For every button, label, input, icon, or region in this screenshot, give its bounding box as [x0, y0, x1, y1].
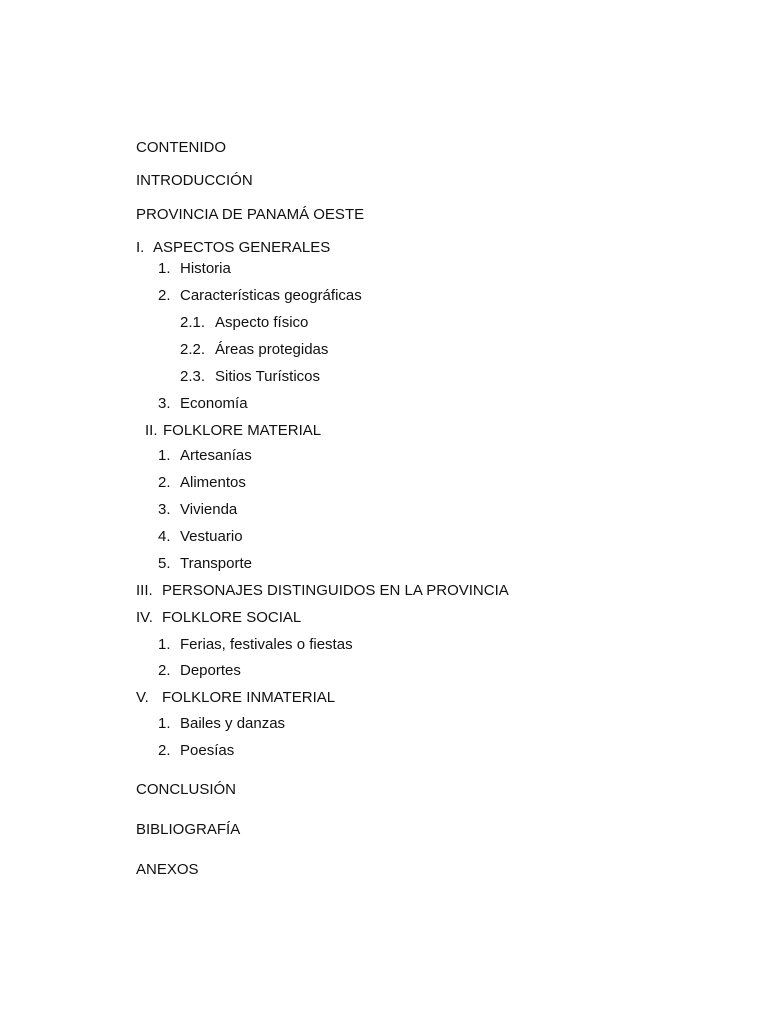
toc-section-2	[145, 422, 321, 440]
toc-item	[158, 474, 246, 492]
item-number: 2.	[158, 742, 171, 759]
item-label: Sitios Turísticos	[215, 368, 321, 385]
toc-section-1	[136, 239, 330, 257]
section-number: V.	[136, 689, 149, 706]
item-number: 3.	[158, 501, 171, 518]
section-title: FOLKLORE SOCIAL	[162, 609, 302, 626]
item-label: Características geográficas	[180, 287, 362, 304]
item-label: Historia	[180, 260, 231, 277]
toc-item	[158, 447, 252, 465]
toc-heading-contenido: CONTENIDO	[136, 139, 226, 156]
toc-item	[158, 715, 285, 733]
toc-item	[158, 260, 231, 278]
section-title: ASPECTOS GENERALES	[153, 239, 331, 256]
toc-section-4	[136, 609, 301, 627]
section-number: I.	[136, 239, 145, 256]
section-title: FOLKLORE INMATERIAL	[162, 689, 336, 706]
toc-section-3	[136, 582, 509, 600]
item-number: 2.3.	[180, 368, 206, 385]
section-number: IV.	[136, 609, 153, 626]
item-label: Aspecto físico	[215, 314, 309, 331]
item-number: 2.	[158, 287, 171, 304]
toc-item	[158, 662, 241, 680]
item-number: 1.	[158, 260, 171, 277]
toc-entry-provincia: PROVINCIA DE PANAMÁ OESTE	[136, 206, 365, 223]
item-label: Poesías	[180, 742, 235, 759]
item-label: Transporte	[180, 555, 252, 572]
toc-item	[158, 742, 234, 760]
item-number: 1.	[158, 636, 171, 653]
item-number: 4.	[158, 528, 171, 545]
toc-section-5	[136, 689, 335, 707]
section-number: II.	[145, 422, 158, 439]
toc-entry-bibliografia: BIBLIOGRAFÍA	[136, 821, 241, 838]
toc-item	[158, 287, 362, 305]
item-number: 2.	[158, 662, 171, 679]
item-label: Alimentos	[180, 474, 246, 491]
item-label: Ferias, festivales o fiestas	[180, 636, 353, 653]
item-label: Vestuario	[180, 528, 243, 545]
item-number: 2.	[158, 474, 171, 491]
toc-entry-introduccion: INTRODUCCIÓN	[136, 172, 253, 189]
toc-entry-conclusion: CONCLUSIÓN	[136, 781, 237, 798]
section-title: FOLKLORE MATERIAL	[163, 422, 322, 439]
item-label: Bailes y danzas	[180, 715, 286, 732]
toc-subitem	[180, 341, 328, 359]
item-label: Áreas protegidas	[215, 341, 329, 358]
toc-item	[158, 501, 237, 519]
toc-item	[158, 636, 353, 654]
item-number: 5.	[158, 555, 171, 572]
section-number: III.	[136, 582, 153, 599]
item-number: 1.	[158, 715, 171, 732]
item-number: 2.1.	[180, 314, 206, 331]
item-number: 1.	[158, 447, 171, 464]
item-number: 3.	[158, 395, 171, 412]
toc-item	[158, 528, 243, 546]
toc-item	[158, 555, 252, 573]
toc-entry-anexos: ANEXOS	[136, 861, 199, 878]
toc-item	[158, 395, 248, 413]
toc-subitem	[180, 368, 320, 386]
item-label: Artesanías	[180, 447, 252, 464]
section-title: PERSONAJES DISTINGUIDOS EN LA PROVINCIA	[162, 582, 509, 599]
item-label: Economía	[180, 395, 248, 412]
toc-subitem	[180, 314, 308, 332]
item-label: Vivienda	[180, 501, 238, 518]
item-label: Deportes	[180, 662, 241, 679]
item-number: 2.2.	[180, 341, 206, 358]
